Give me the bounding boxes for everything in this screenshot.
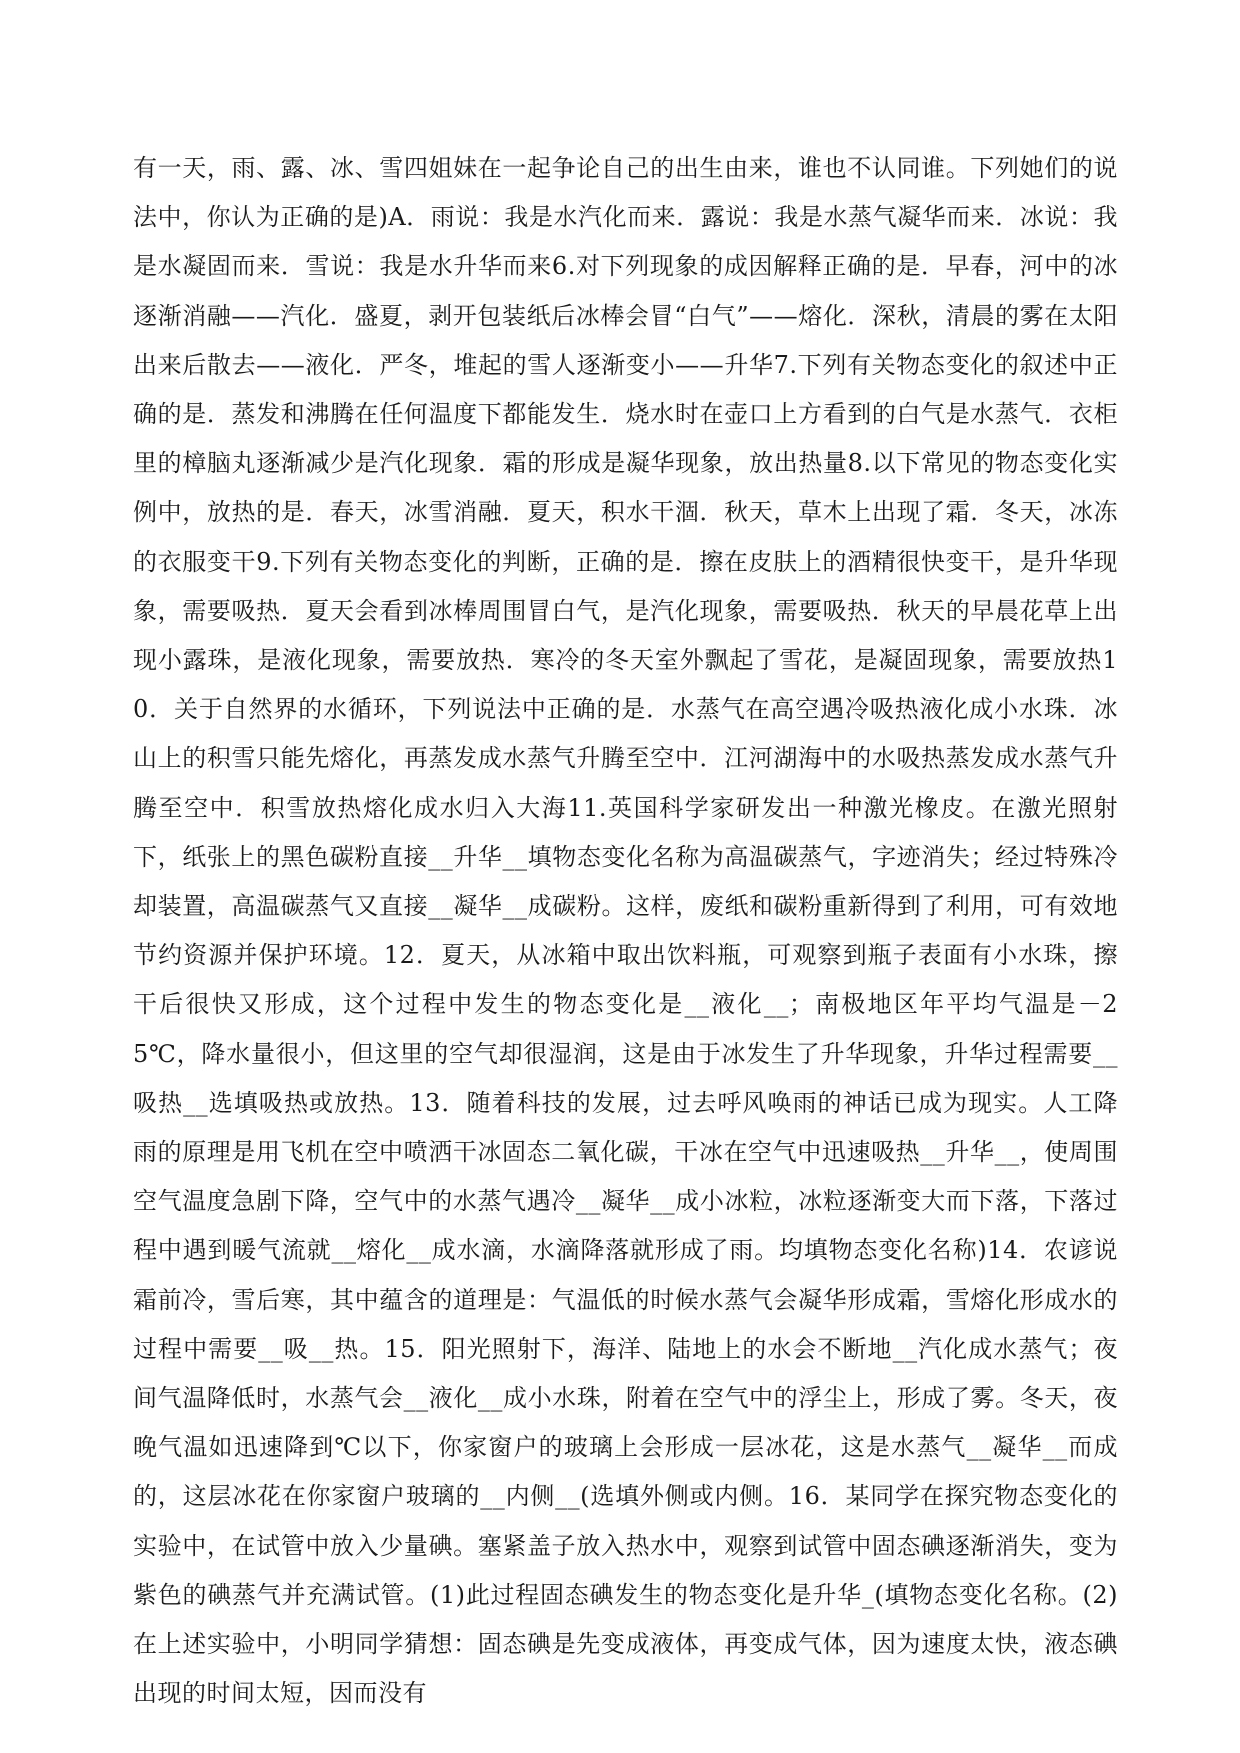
body-paragraph: 有一天，雨、露、冰、雪四姐妹在一起争论自己的出生由来，谁也不认同谁。下列她们的说法中，你认为正确的是)A．雨说：我是水汽化而来．露说：我是水蒸气凝华而来．冰说：我是水凝固而来．雪说：我是水升华而来6.对下列现象的成因解释正确的是．早春，河中的冰逐渐消融——汽化．盛夏，剥开包装纸后冰棒会冒“白气”——熔化．深秋，清晨的雾在太阳出来后散去——液化．严冬，堆起的雪人逐渐变小——升华7.下列有关物态变化的叙述中正确的是．蒸发和沸腾在任何温度下都能发生．烧水时在壶口上方看到的白气是水蒸气．衣柜里的樟脑丸逐渐减少是汽化现象．霜的形成是凝华现象，放出热量8.以下常见的物态变化实例中，放热的是．春天，冰雪消融．夏天，积水干涸．秋天，草木上出现了霜．冬天，冰冻的衣服变干9.下列有关物态变化的判断，正确的是．擦在皮肤上的酒精很快变干，是升华现象，需要吸热．夏天会看到冰棒周围冒白气，是汽化现象，需要吸热．秋天的早晨花草上出现小露珠，是液化现象，需要放热．寒冷的冬天室外飘起了雪花，是凝固现象，需要放热10．关于自然界的水循环，下列说法中正确的是．水蒸气在高空遇冷吸热液化成小水珠．冰山上的积雪只能先熔化，再蒸发成水蒸气升腾至空中．江河湖海中的水吸热蒸发成水蒸气升腾至空中．积雪放热熔化成水归入大海11.英国科学家研发出一种激光橡皮。在激光照射下，纸张上的黑色碳粉直接__升华__填物态变化名称为高温碳蒸气，字迹消失；经过特殊冷却装置，高温碳蒸气又直接__凝华__成碳粉。这样，废纸和碳粉重新得到了利用，可有效地节约资源并保护环境。12．夏天，从冰箱中取出饮料瓶，可观察到瓶子表面有小水珠，擦干后很快又形成，这个过程中发生的物态变化是__液化__；南极地区年平均气温是－25℃，降水量很小，但这里的空气却很湿润，这是由于冰发生了升华现象，升华过程需要__吸热__选填吸热或放热。13．随着科技的发展，过去呼风唤雨的神话已成为现实。人工降雨的原理是用飞机在空中喷洒干冰固态二氧化碳，干冰在空气中迅速吸热__升华__，使周围空气温度急剧下降，空气中的水蒸气遇冷__凝华__成小冰粒，冰粒逐渐变大而下落，下落过程中遇到暖气流就__熔化__成水滴，水滴降落就形成了雨。均填物态变化名称)14．农谚说霜前冷，雪后寒，其中蕴含的道理是：气温低的时候水蒸气会凝华形成霜，雪熔化形成水的过程中需要__吸__热。15．阳光照射下，海洋、陆地上的水会不断地__汽化成水蒸气；夜间气温降低时，水蒸气会__液化__成小水珠，附着在空气中的浮尘上，形成了雾。冬天，夜晚气温如迅速降到℃以下，你家窗户的玻璃上会形成一层冰花，这是水蒸气__凝华__而成的，这层冰花在你家窗户玻璃的__内侧__(选填外侧或内侧。16．某同学在探究物态变化的实验中，在试管中放入少量碘。塞紧盖子放入热水中，观察到试管中固态碘逐渐消失，变为紫色的碘蒸气并充满试管。(1)此过程固态碘发生的物态变化是升华_(填物态变化名称。(2)在上述实验中，小明同学猜想：固态碘是先变成液体，再变成气体，因为速度太快，液态碘出现的时间太短，因而没有: [133, 154, 1118, 1708]
